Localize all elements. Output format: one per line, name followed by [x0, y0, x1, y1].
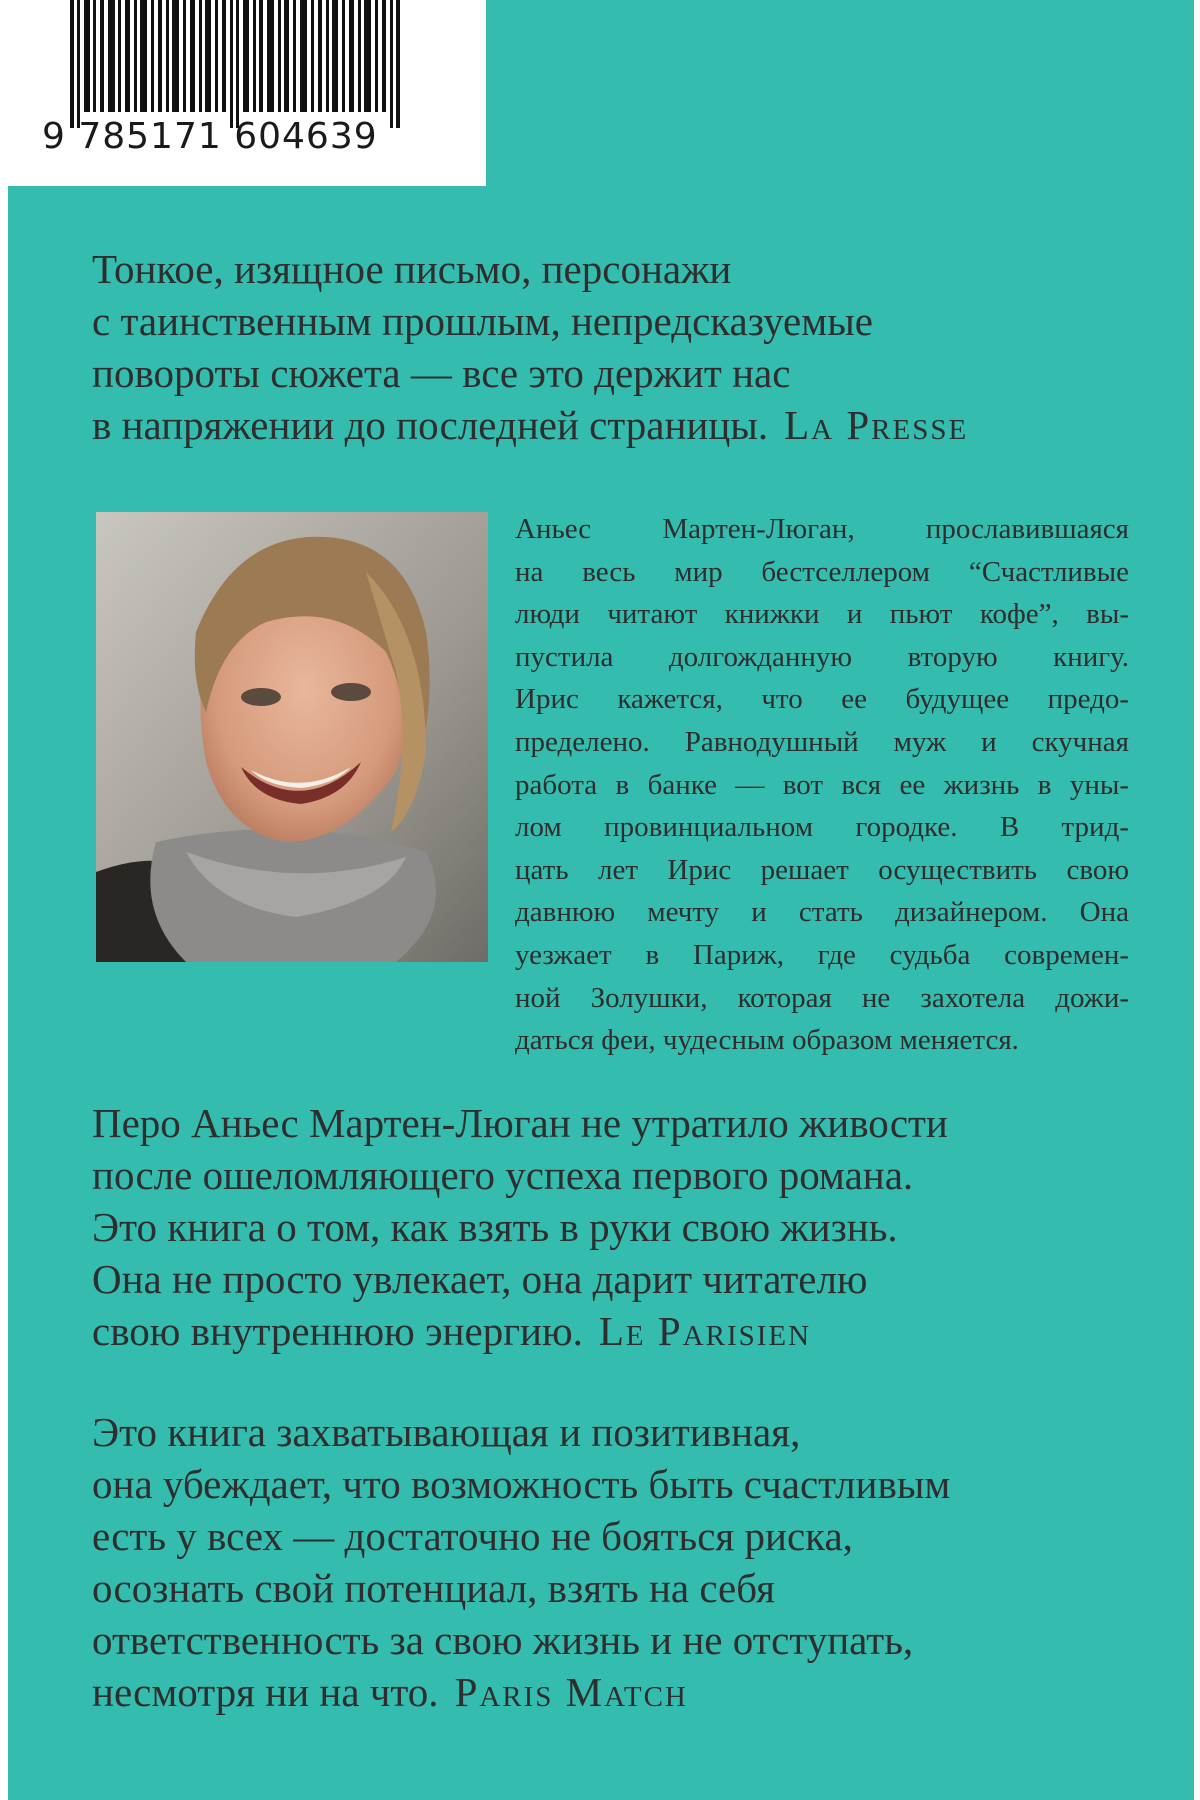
barcode-label — [8, 0, 486, 186]
description-line: ной Золушки, которая не захотела дожи- — [515, 981, 1129, 1014]
quote-line: ответственность за свою жизнь и не отступать, — [92, 1617, 914, 1663]
quote-text: несмотря ни на что. — [92, 1669, 439, 1715]
quote-line: Перо Аньес Мартен-Люган не утратило живости — [92, 1100, 948, 1146]
description-line: пустила долгожданную вторую книгу. — [515, 640, 1129, 673]
quote-text: в напряжении до последней страницы. — [92, 402, 769, 448]
description-line: люди читают книжки и пьют кофе”, вы- — [515, 598, 1129, 631]
description-line: пределено. Равнодушный муж и скучная — [515, 725, 1129, 758]
quote-line: Это книга захватывающая и позитивная, — [92, 1409, 801, 1455]
quote-line: она убеждает, что возможность быть счастливым — [92, 1461, 951, 1507]
quote-source: Le Parisien — [598, 1308, 812, 1354]
description-line: давнюю мечту и стать дизайнером. Она — [515, 896, 1129, 929]
quote-line: повороты сюжета — все это держит нас — [92, 350, 791, 396]
description-line: работа в банке — вот вся ее жизнь в уны- — [515, 768, 1129, 801]
press-quote-le-parisien — [92, 1097, 948, 1357]
quote-line: Это книга о том, как взять в руки свою жизнь. — [92, 1204, 898, 1250]
quote-source: La Presse — [784, 402, 969, 448]
description-line: Ирис кажется, что ее будущее предо- — [515, 683, 1129, 716]
press-quote-la-presse — [92, 243, 968, 451]
quote-line: с таинственным прошлым, непредсказуемые — [92, 298, 873, 344]
quote-line: осознать свой потенциал, взять на себя — [92, 1565, 775, 1611]
isbn-number: 9 785171 604639 — [42, 116, 378, 157]
quote-text: свою внутреннюю энергию. — [92, 1308, 583, 1354]
quote-source: Paris Match — [454, 1669, 688, 1715]
author-portrait-image — [96, 512, 488, 962]
description-line: уезжает в Париж, где судьба современ- — [515, 938, 1129, 971]
press-quote-paris-match — [92, 1406, 950, 1718]
author-photo — [96, 512, 488, 962]
description-line: даться феи, чудесным образом меняется. — [515, 1024, 1019, 1057]
description-line: на весь мир бестселлером “Счастливые — [515, 555, 1129, 588]
quote-line: Тонкое, изящное письмо, персонажи — [92, 246, 732, 292]
description-line: лом провинциальном городке. В трид- — [515, 811, 1129, 844]
barcode-image — [70, 0, 430, 130]
quote-line: есть у всех — достаточно не бояться риска, — [92, 1513, 853, 1559]
quote-line: Она не просто увлекает, она дарит читателю — [92, 1256, 868, 1302]
quote-line — [92, 399, 968, 451]
description-line: цать лет Ирис решает осуществить свою — [515, 853, 1129, 886]
quote-line — [92, 1305, 948, 1357]
description-line: Аньес Мартен-Люган, прославившаяся — [515, 513, 1129, 545]
book-description — [515, 508, 1129, 1062]
quote-line — [92, 1666, 950, 1718]
quote-line: после ошеломляющего успеха первого романа. — [92, 1152, 914, 1198]
